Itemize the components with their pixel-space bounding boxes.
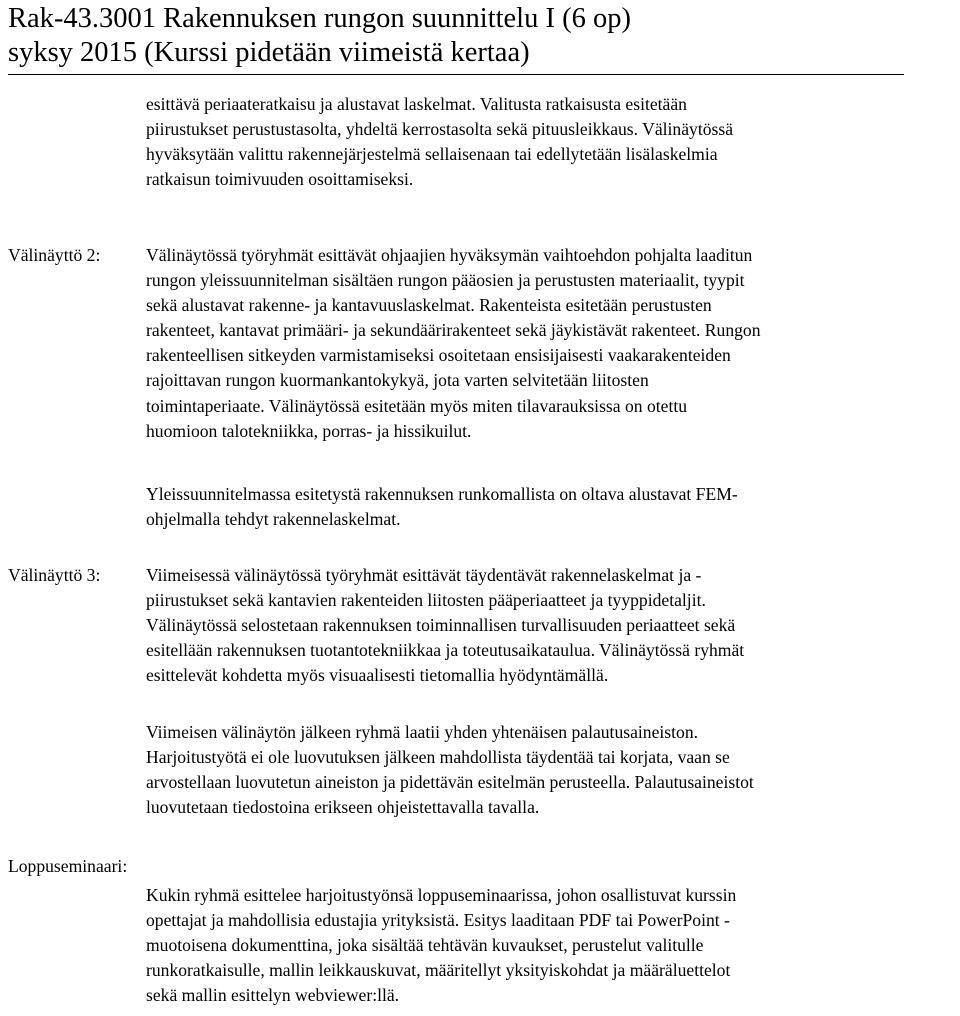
- valinaytto-2-paragraph: [146, 243, 761, 444]
- text-line: arvostellaan luovutetun aineiston ja pidettävän esitelmän perusteella. Palautusaineistot: [146, 772, 754, 793]
- text-line: rakenteellisen sitkeyden varmistamiseksi osoitetaan ensisijaisesti vaakarakenteiden: [146, 345, 731, 366]
- text-line: opettajat ja mahdollisia edustajia yrityksistä. Esitys laaditaan PDF tai PowerPoint -: [146, 910, 730, 931]
- text-line: ratkaisun toimivuuden osoittamiseksi.: [146, 169, 414, 190]
- valinaytto-3-paragraph: [146, 563, 744, 688]
- text-line: muotoisena dokumenttina, joka sisältää tehtävän kuvaukset, perustelut valitulle: [146, 935, 704, 956]
- text-line: rungon yleissuunnitelman sisältäen rungon pääosien ja perustusten materiaalit, tyypit: [146, 270, 745, 291]
- valinaytto-3-label: Välinäyttö 3:: [8, 565, 101, 585]
- text-line: Välinäytössä selostetaan rakennuksen toiminnallisen turvallisuuden periaatteet sekä: [146, 615, 736, 636]
- valinaytto-2-label: Välinäyttö 2:: [8, 245, 101, 265]
- loppuseminaari-label: Loppuseminaari:: [8, 856, 128, 876]
- text-line: sekä mallin esittelyn webviewer:llä.: [146, 985, 400, 1006]
- text-line: piirustukset perustustasolta, yhdeltä kerrostasolta sekä pituusleikkaus. Välinäytössä: [146, 119, 734, 140]
- text-line: Välinäytössä työryhmät esittävät ohjaajien hyväksymän vaihtoehdon pohjalta laaditun: [146, 245, 753, 265]
- text-line: huomioon talotekniikka, porras- ja hissikuilut.: [146, 420, 472, 441]
- text-line: esittelevät kohdetta myös visuaalisesti tietomallia hyödyntämällä.: [146, 665, 609, 686]
- text-line: ohjelmalla tehdyt rakennelaskelmat.: [146, 509, 401, 530]
- text-line: Yleissuunnitelmassa esitetystä rakennuksen runkomallista on oltava alustavat FEM-: [146, 484, 738, 504]
- text-line: Viimeisessä välinäytössä työryhmät esittävät täydentävät rakennelaskelmat ja -: [146, 565, 702, 585]
- text-line: hyväksytään valittu rakennejärjestelmä sellaisenaan tai edellytetään lisälaskelmia: [146, 144, 718, 165]
- text-line: rakenteet, kantavat primääri- ja sekundäärirakenteet sekä jäykistävät rakenteet. Rungon: [146, 320, 761, 341]
- text-line: luovutetaan tiedostoina erikseen ohjeistettavalla tavalla.: [146, 797, 540, 818]
- intro-paragraph: [146, 92, 733, 192]
- text-line: toimintaperiaate. Välinäytössä esitetään myös miten tilavarauksissa on otettu: [146, 395, 688, 416]
- page-header: [8, 2, 904, 75]
- text-line: piirustukset sekä kantavien rakenteiden liitosten pääperiaatteet ja tyyppidetaljit.: [146, 590, 706, 611]
- loppuseminaari-paragraph: [146, 883, 736, 1008]
- text-line: esitellään rakennuksen tuotantotekniikkaa ja toteutusaikataulua. Välinäytössä ryhmät: [146, 640, 745, 661]
- text-line: esittävä periaateratkaisu ja alustavat laskelmat. Valitusta ratkaisusta esitetään: [146, 94, 687, 114]
- fem-paragraph: [146, 482, 738, 532]
- course-title: Rak-43.3001 Rakennuksen rungon suunnittelu I (6 op): [8, 3, 631, 34]
- text-line: runkoratkaisulle, mallin leikkauskuvat, määritellyt yksityiskohdat ja määräluettelot: [146, 960, 731, 981]
- text-line: Viimeisen välinäytön jälkeen ryhmä laatii yhden yhtenäisen palautusaineiston.: [146, 722, 699, 742]
- course-subtitle: syksy 2015 (Kurssi pidetään viimeistä kertaa): [8, 37, 530, 68]
- text-line: Kukin ryhmä esittelee harjoitustyönsä loppuseminaarissa, johon osallistuvat kurssin: [146, 885, 737, 905]
- palautus-paragraph: [146, 720, 754, 820]
- text-line: Harjoitustyötä ei ole luovutuksen jälkeen mahdollista täydentää tai korjata, vaan se: [146, 747, 730, 768]
- text-line: rajoittavan rungon kuormankantokykyä, jota varten selvitetään liitosten: [146, 370, 649, 391]
- text-line: sekä alustavat rakenne- ja kantavuuslaskelmat. Rakenteista esitetään perustusten: [146, 295, 712, 316]
